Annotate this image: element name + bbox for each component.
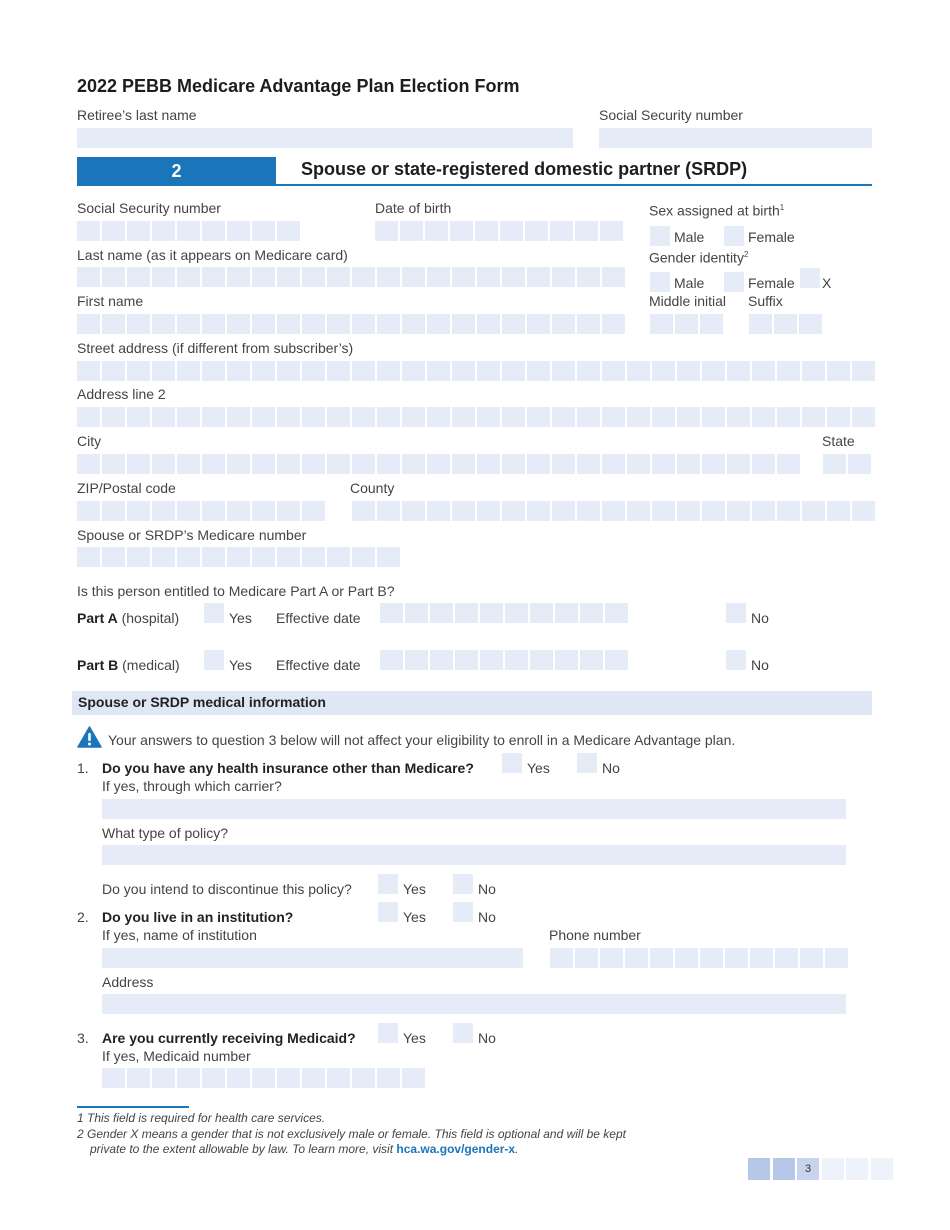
- medicare-number-label: Spouse or SRDP’s Medicare number: [77, 527, 307, 543]
- suffix-label: Suffix: [748, 293, 783, 309]
- gender-x-label: X: [822, 275, 832, 291]
- q1-carrier-label: If yes, through which carrier?: [102, 778, 282, 794]
- page-tab-4: [822, 1158, 844, 1180]
- q1-discontinue-label: Do you intend to discontinue this policy?: [102, 881, 352, 897]
- q1-yes-checkbox[interactable]: [502, 753, 522, 773]
- q1-discontinue-no-label: No: [478, 881, 496, 897]
- sex-female-checkbox[interactable]: [724, 226, 744, 246]
- page-tab-2: [773, 1158, 795, 1180]
- q1-discontinue-yes-label: Yes: [403, 881, 426, 897]
- county-label: County: [350, 480, 395, 496]
- zip-boxes[interactable]: [77, 501, 327, 521]
- middle-initial-label: Middle initial: [649, 293, 727, 309]
- last-name-label: Last name (as it appears on Medicare card): [77, 247, 348, 263]
- gender-identity-label: Gender identity$^2$: [649, 249, 749, 266]
- part-b-no-checkbox[interactable]: [726, 650, 746, 670]
- q3-medicaid-boxes[interactable]: [102, 1068, 427, 1088]
- q3-question: Are you currently receiving Medicaid?: [102, 1030, 356, 1046]
- part-b-label: Part B (medical): [77, 657, 180, 673]
- middle-initial-boxes[interactable]: [650, 314, 725, 334]
- retiree-ssn-field[interactable]: [599, 128, 872, 148]
- q1-policy-label: What type of policy?: [102, 825, 229, 841]
- street-boxes[interactable]: [77, 361, 877, 381]
- footnote-2-line2: private to the extent allowable by law. To learn more, visit hca.wa.gov/gender-x.: [90, 1142, 519, 1156]
- county-boxes[interactable]: [352, 501, 877, 521]
- part-b-effective-boxes[interactable]: [380, 650, 630, 670]
- sex-male-checkbox[interactable]: [650, 226, 670, 246]
- sex-at-birth-label: Sex assigned at birth$^1$: [649, 202, 785, 219]
- q2-number: 2.: [77, 909, 89, 925]
- q2-address-label: Address: [102, 974, 154, 990]
- q1-question: Do you have any health insurance other than Medicare?: [102, 760, 474, 776]
- city-label: City: [77, 433, 102, 449]
- dob-label: Date of birth: [375, 200, 452, 216]
- gender-female-label: Female: [748, 275, 795, 291]
- section-header: [77, 157, 872, 186]
- sex-footnote-marker: 1: [779, 203, 785, 212]
- part-a-no-checkbox[interactable]: [726, 603, 746, 623]
- footnote-2-line1: 2 Gender X means a gender that is not exclusively male or female. This field is optional and will be kept: [77, 1127, 626, 1141]
- footnote-1: 1 This field is required for health care services.: [77, 1111, 326, 1125]
- medicare-question: Is this person entitled to Medicare Part A or Part B?: [77, 583, 395, 599]
- sex-male-label: Male: [674, 229, 705, 245]
- q1-policy-field[interactable]: [102, 845, 846, 865]
- part-a-label: Part A (hospital): [77, 610, 180, 626]
- page-tab-6: [871, 1158, 893, 1180]
- medical-info-header: [72, 691, 872, 715]
- form-title: 2022 PEBB Medicare Advantage Plan Election Form: [77, 76, 520, 96]
- q2-no-label: No: [478, 909, 496, 925]
- q2-institution-label: If yes, name of institution: [102, 927, 257, 943]
- gender-male-label: Male: [674, 275, 705, 291]
- q1-discontinue-no-checkbox[interactable]: [453, 874, 473, 894]
- city-boxes[interactable]: [77, 454, 802, 474]
- section-title: Spouse or state-registered domestic partner (SRDP): [301, 159, 748, 179]
- medical-info-heading: Spouse or SRDP medical information: [78, 694, 326, 710]
- address2-boxes[interactable]: [77, 407, 877, 427]
- retiree-last-name-field[interactable]: [77, 128, 573, 148]
- part-a-yes-checkbox[interactable]: [204, 603, 224, 623]
- q1-number: 1.: [77, 760, 89, 776]
- gender-x-link[interactable]: hca.wa.gov/gender-x: [396, 1142, 516, 1156]
- state-label: State: [822, 433, 855, 449]
- q1-carrier-field[interactable]: [102, 799, 846, 819]
- q2-yes-label: Yes: [403, 909, 426, 925]
- ssn-label: Social Security number: [77, 200, 221, 216]
- part-a-no-label: No: [751, 610, 769, 626]
- last-name-boxes[interactable]: [77, 267, 627, 287]
- q2-address-field[interactable]: [102, 994, 846, 1014]
- zip-label: ZIP/Postal code: [77, 480, 176, 496]
- part-a-yes-label: Yes: [229, 610, 252, 626]
- part-b-effective-label: Effective date: [276, 657, 361, 673]
- q3-no-label: No: [478, 1030, 496, 1046]
- q1-discontinue-yes-checkbox[interactable]: [378, 874, 398, 894]
- q3-medicaid-label: If yes, Medicaid number: [102, 1048, 251, 1064]
- gender-x-checkbox[interactable]: [800, 268, 820, 288]
- part-a-effective-label: Effective date: [276, 610, 361, 626]
- q2-question: Do you live in an institution?: [102, 909, 294, 925]
- state-boxes[interactable]: [823, 454, 873, 474]
- ssn-boxes[interactable]: [77, 221, 302, 241]
- gender-female-checkbox[interactable]: [724, 272, 744, 292]
- retiree-last-name-label: Retiree’s last name: [77, 107, 197, 123]
- footnote-divider: [77, 1106, 189, 1108]
- q2-phone-label: Phone number: [549, 927, 641, 943]
- q2-phone-boxes[interactable]: [550, 948, 850, 968]
- gender-male-checkbox[interactable]: [650, 272, 670, 292]
- warning-icon: [77, 726, 102, 748]
- q1-yes-label: Yes: [527, 760, 550, 776]
- q2-institution-field[interactable]: [102, 948, 523, 968]
- section-number: 2: [77, 157, 276, 185]
- q1-no-label: No: [602, 760, 620, 776]
- q3-no-checkbox[interactable]: [453, 1023, 473, 1043]
- first-name-boxes[interactable]: [77, 314, 627, 334]
- q3-yes-label: Yes: [403, 1030, 426, 1046]
- page-tab-1: [748, 1158, 770, 1180]
- medicare-number-boxes[interactable]: [77, 547, 402, 567]
- address2-label: Address line 2: [77, 386, 166, 402]
- dob-boxes[interactable]: [375, 221, 625, 241]
- retiree-ssn-label: Social Security number: [599, 107, 743, 123]
- q1-no-checkbox[interactable]: [577, 753, 597, 773]
- part-b-yes-label: Yes: [229, 657, 252, 673]
- q3-yes-checkbox[interactable]: [378, 1023, 398, 1043]
- sex-female-label: Female: [748, 229, 795, 245]
- suffix-boxes[interactable]: [749, 314, 824, 334]
- page-number: 3: [797, 1158, 819, 1180]
- part-b-yes-checkbox[interactable]: [204, 650, 224, 670]
- first-name-label: First name: [77, 293, 144, 309]
- part-a-effective-boxes[interactable]: [380, 603, 630, 623]
- page-tab-5: [846, 1158, 868, 1180]
- gender-footnote-marker: 2: [743, 250, 749, 259]
- street-label: Street address (if different from subscriber’s): [77, 340, 354, 356]
- eligibility-notice: Your answers to question 3 below will not affect your eligibility to enroll in a Medicare Advantage plan.: [108, 732, 736, 748]
- q3-number: 3.: [77, 1030, 89, 1046]
- q2-yes-checkbox[interactable]: [378, 902, 398, 922]
- part-b-no-label: No: [751, 657, 769, 673]
- q2-no-checkbox[interactable]: [453, 902, 473, 922]
